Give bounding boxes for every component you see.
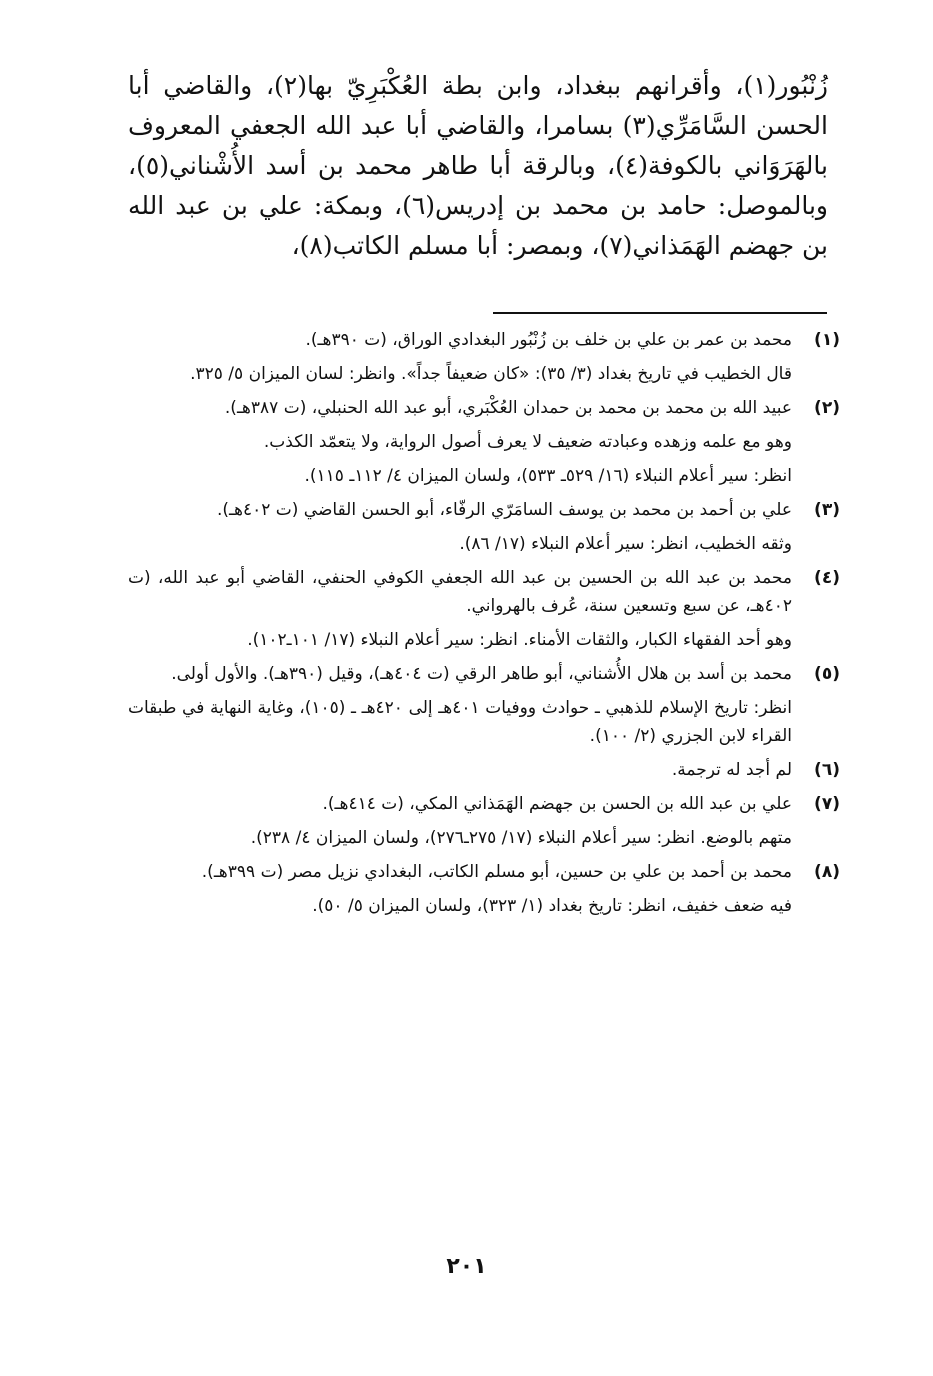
- footnote-6: [128, 756, 840, 784]
- footnote-number: (١): [814, 330, 840, 350]
- footnote-1: [128, 326, 840, 388]
- footnote-7: [128, 790, 840, 852]
- footnote-text: محمد بن أسد بن هلال الأُشناني، أبو طاهر الرقي (ت ٤٠٤هـ)، وقيل (٣٩٠هـ). والأول أولى.: [171, 664, 792, 684]
- footnote-5: [128, 660, 840, 750]
- footnote-text: علي بن عبد الله بن الحسن بن جهضم الهَمَذاني المكي، (ت ٤١٤هـ).: [322, 794, 792, 814]
- footnote-3: [128, 496, 840, 558]
- footnote-text: وهو أحد الفقهاء الكبار، والثقات الأمناء. انظر: سير أعلام النبلاء (١٧/ ١٠١ـ١٠٢).: [247, 630, 792, 650]
- footnote-number: (٦): [814, 760, 840, 780]
- footnote-number: (٤): [814, 568, 840, 588]
- footnote-text: انظر: سير أعلام النبلاء (١٦/ ٥٢٩ـ ٥٣٣)، ولسان الميزان ٤/ ١١٢ـ ١١٥).: [304, 466, 792, 486]
- footnote-number: (٢): [814, 398, 840, 418]
- footnote-4: [128, 564, 840, 654]
- footnote-text: علي بن أحمد بن محمد بن يوسف السامَرّي الرفّاء، أبو الحسن القاضي (ت ٤٠٢هـ).: [216, 500, 792, 520]
- main-paragraph: زُنْبُور(١)، وأقرانهم ببغداد، وابن بطة العُكْبَرِيّ بها(٢)، والقاضي أبا الحسن السَّامَرِّي(٣) بسامرا، والقاضي أبا عبد الله الجعفي المعروف بالهَرَوَاني بالكوفة(٤)، وبالرقة أبا طاهر محمد بن أسد الأُشْناني(٥)، وبالموصل: حامد بن محمد بن إدريس(٦)، وبمكة: علي بن عبد الله بن جهضم الهَمَذاني(٧)، وبمصر: أبا مسلم الكاتب(٨)،: [128, 71, 828, 260]
- footnote-text: عبيد الله بن محمد بن محمد بن حمدان العُكْبَري، أبو عبد الله الحنبلي، (ت ٣٨٧هـ).: [224, 398, 792, 418]
- footnote-8: [128, 858, 840, 920]
- footnote-text: فيه ضعف خفيف، انظر: تاريخ بغداد (١/ ٣٢٣)، ولسان الميزان ٥/ ٥٠).: [312, 896, 792, 916]
- footnotes-section: [128, 326, 840, 926]
- footnote-text: متهم بالوضع. انظر: سير أعلام النبلاء (١٧/ ٢٧٥ـ٢٧٦)، ولسان الميزان ٤/ ٢٣٨).: [250, 828, 792, 848]
- footnote-2: [128, 394, 840, 490]
- footnote-divider: [493, 312, 827, 314]
- footnote-text: محمد بن عمر بن علي بن خلف بن زُنْبُور البغدادي الوراق، (ت ٣٩٠هـ).: [305, 330, 792, 350]
- footnote-text: قال الخطيب في تاريخ بغداد (٣/ ٣٥): «كان ضعيفاً جداً». وانظر: لسان الميزان ٥/ ٣٢٥.: [190, 364, 792, 384]
- footnote-text: وهو مع علمه وزهده وعبادته ضعيف لا يعرف أصول الرواية، ولا يتعمّد الكذب.: [263, 432, 792, 452]
- page-number: ٢٠١: [446, 1254, 487, 1279]
- footnote-text: وثقه الخطيب، انظر: سير أعلام النبلاء (١٧/ ٨٦).: [459, 534, 792, 554]
- footnote-number: (٥): [814, 664, 840, 684]
- footnote-text: محمد بن أحمد بن علي بن حسين، أبو مسلم الكاتب، البغدادي نزيل مصر (ت ٣٩٩هـ).: [201, 862, 792, 882]
- main-text-block: [128, 66, 828, 266]
- footnote-number: (٣): [814, 500, 840, 520]
- footnote-text: انظر: تاريخ الإسلام للذهبي ـ حوادث ووفيات ٤٠١هـ إلى ٤٢٠هـ ـ (١٠٥)، وغاية النهاية في طبقات القراء لابن الجزري (٢/ ١٠٠).: [128, 698, 792, 746]
- footnote-number: (٨): [814, 862, 840, 882]
- footnote-text: محمد بن عبد الله بن الحسين بن عبد الله الجعفي الكوفي الحنفي، القاضي أبو عبد الله، (ت ٤٠٢هـ، عن سبع وتسعين سنة، عُرف بالهرواني.: [128, 568, 792, 616]
- footnote-number: (٧): [814, 794, 840, 814]
- footnote-text: لم أجد له ترجمة.: [671, 760, 792, 780]
